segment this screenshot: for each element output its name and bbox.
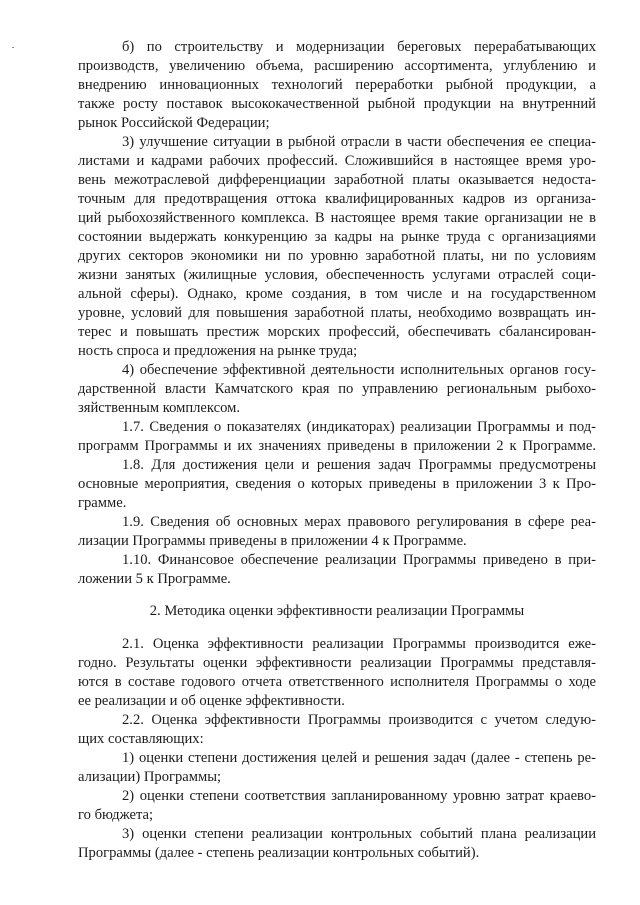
text-line: лизации Программы приведены в приложении 4 к Программе. [78,533,467,549]
text-line: 3) улучшение ситуации в рыбной отрасли в части обеспечения ее специа- [122,134,596,150]
text-line: 1.8. Для достижения цели и решения задач Программы предусмотрены [122,457,596,473]
text-line: ализации) Программы; [78,769,222,785]
scan-mark [12,47,14,48]
text-line: 2.1. Оценка эффективности реализации Программы производится еже- [122,636,596,652]
text-line: б) по строительству и модернизации береговых перерабатывающих [122,39,596,55]
text-line: вень межотраслевой дифференциации заработной платы оказывается недоста- [78,172,596,188]
text-line: 2) оценки степени соответствия запланированному уровню затрат краево- [122,788,596,804]
text-block-section-2 [78,635,596,863]
text-line: производств, увеличению объема, расширению ассортимента, углублению и [78,58,596,74]
text-line: ее реализации и об оценке эффективности. [78,693,345,709]
text-line: также росту поставок высококачественной рыбной продукции на внутренний [78,96,596,112]
text-block-section-1 [78,38,596,589]
text-line: 2.2. Оценка эффективности Программы производится с учетом следую- [122,712,596,728]
text-line: терес и повышать престиж морских профессий, обеспечивать сбалансирован- [78,324,596,340]
text-line: зяйственным комплексом. [78,400,241,416]
text-line: Программы (далее - степень реализации контрольных событий). [78,845,480,861]
text-line: ность спроса и предложения на рынке труда; [78,343,358,359]
text-line: точным для предотвращения оттока квалифицированных кадров из организа- [78,191,596,207]
text-line: ложении 5 к Программе. [78,571,231,587]
text-line: дарственной власти Камчатского края по управлению региональным рыбохо- [78,381,596,397]
text-line: 3) оценки степени реализации контрольных событий плана реализации [122,826,596,842]
text-line: уровне, условий для повышения заработной платы, необходимо возвращать ин- [78,305,596,321]
text-line: основные мероприятия, сведения о которых приведены в приложении 3 к Про- [78,476,596,492]
text-line: 4) обеспечение эффективной деятельности исполнительных органов госу- [122,362,596,378]
text-line: состоянии выдержать конкуренцию за кадры на рынке труда с организациями [78,229,596,245]
text-line: программ Программы и их значениях приведены в приложении 2 к Программе. [78,438,596,454]
text-line: других секторов экономики ни по уровню заработной платы, ни по условиям [78,248,596,264]
text-line: 1.7. Сведения о показателях (индикаторах) реализации Программы и под- [122,419,596,435]
text-line: годно. Результаты оценки эффективности реализации Программы представля- [78,655,596,671]
text-line: щих составляющих: [78,731,204,747]
text-line: листами и кадрами рабочих профессий. Сложившийся в настоящее время уро- [78,153,596,169]
text-line: 1) оценки степени достижения целей и решения задач (далее - степень ре- [122,750,596,766]
text-line: альной сферы). Однако, кроме создания, в том числе и на государственном [78,286,596,302]
text-line: го бюджета; [78,807,154,823]
document-page [78,38,596,863]
text-line: внедрению инновационных технологий переработки рыбной продукции, а [78,77,596,93]
text-line: жизни занятых (жилищные условия, обеспеченность услугами отраслей соци- [78,267,596,283]
text-line: ются в составе годового отчета ответственного исполнителя Программы о ходе [78,674,596,690]
text-line: 1.10. Финансовое обеспечение реализации Программы приведено в при- [122,552,596,568]
text-line: ций рыбохозяйственного комплекса. В настоящее время такие организации не в [78,210,596,226]
section-heading: 2. Методика оценки эффективности реализации Программы [149,603,525,619]
text-line: грамме. [78,495,127,511]
text-line: рынок Российской Федерации; [78,115,270,131]
text-line: 1.9. Сведения об основных мерах правового регулирования в сфере реа- [122,514,596,530]
